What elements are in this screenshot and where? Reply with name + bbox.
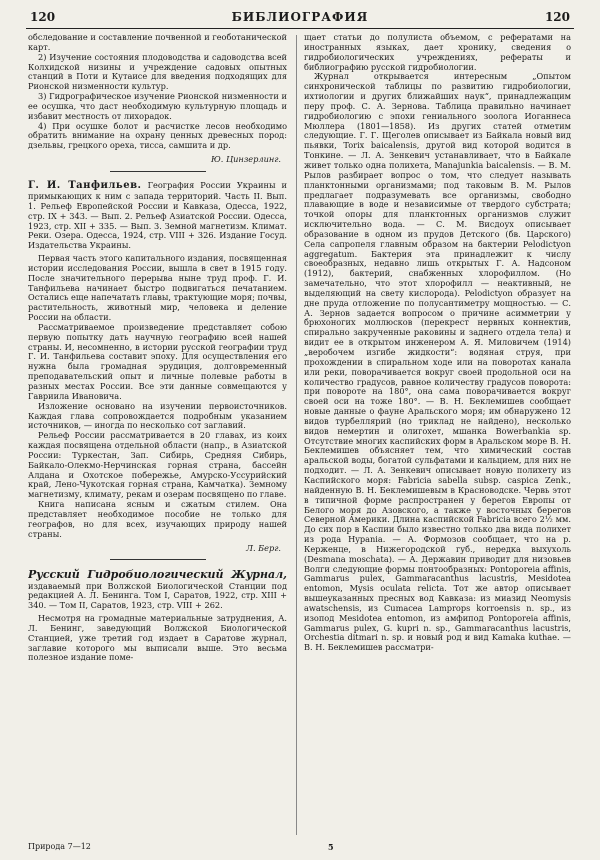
page-number-right: 120	[544, 10, 570, 24]
entry-author: Г. И. Танфильев.	[28, 179, 142, 191]
paragraph: Рельеф России рассматривается в 20 главах, из коих каждая посвящена отдельной области (напр., в Азиатской России: Туркестан, Зап. Сибирь, Средняя Сибирь, Байкало-Олекмо-Нерчинская горная страна, бассейн Алдана и Охотское побережье, Амурско-Уссурийский край, Лено-Чукотская горная страна, Камчатка). Земному магнетизму, климату, рекам и озерам посвящено по главе.	[28, 430, 287, 500]
page-header	[26, 10, 574, 30]
journal-citation: издаваемый при Волжской Биологической Станции под редакцией А. Л. Бенинга. Том I, Саратов, 1922, стр. XIII + 340. — Том II, Саратов, 1923, стр. VIII + 262.	[28, 580, 287, 611]
entry-citation: География России Украины и примыкающих к ним с запада территорий. Часть II. Вып. 1. Рельеф Европейской России и Кавказа, Одесса, 1922, стр. IX + 343. — Вып. 2. Рельеф Азиатской России. Одесса, 1923, стр. XII + 335. — Вып. 3. Земной магнетизм. Климат. Реки. Озера. Одесса, 1924, стр. VIII + 326. Издание Госуд. Издательства Украины.	[28, 179, 287, 251]
footer-signature-mark: Природа 7—12	[28, 842, 91, 851]
review-entry-heading	[28, 180, 287, 251]
separator-rule	[110, 559, 206, 560]
page-number-left: 120	[30, 10, 56, 24]
paragraph: 2) Изучение состояния плодоводства и садоводства всей Колхидской низины и учреждение садовых опытных станций в Поти и Кутаисе для введения подходящих для Рионской низменности культур.	[28, 51, 287, 92]
reviewer-signature: Л. Берг.	[246, 542, 281, 553]
column-divider	[296, 35, 297, 835]
paragraph: щает статьи до полулиста объемом, с рефератами на иностранных языках, дает хронику, сведения о гидробиологических учреждениях, рефераты и библиографию русской гидробиологии.	[304, 33, 571, 72]
section-title: БИБЛИОГРАФИЯ	[231, 10, 369, 24]
separator-rule	[110, 171, 206, 172]
paragraph: Журнал открывается интересным „Опытом синхронической таблицы по развитию гидробиологии, ихтиологии и других ближайших наук“, принадлежащим перу проф. С. А. Зернова. Таблица правильно начинает гидробиологию с эпохи гениального зоолога Иоганнеса Мюллера (1801—1858). Из других статей отметим следующие. Г. Г. Щеголев описывает из Байкала новый вид пьявки, Torix baicalensis, другой вид которой водится в Тонкине. — Л. А. Зенкевич устанавливает, что в Байкале живет только одна полихета, Manajunkia baicalensis. — В. М. Рылов разбирает вопрос о том, что следует называть планктонными организмами; под таковым В. М. Рылов предлагает подразумевать все организмы, свободно плавающие в воде и независимые от твердого субстрата; точкой опоры для планктонных организмов служит исключительно вода. — С. М. Висдоух описывает образование в одном из прудов Детского (бв. Царского) Села сапропеля главным образом на бактерии Pelodictyon aggregatum. Бактерия эта принадлежит к числу своеобразных, недавно лишь открытых Г. А. Надсоном (1912), бактерий, снабженных хлорофиллом. (Но замечательно, что этот хлорофилл — неактивный, не выделяющий на свету кислорода). Pelodictyon образует на дне пруда отложение по полусантиметру мощностью. — С. А. Зернов задается вопросом о причине асимметрии у брюхоногих моллюсков (перекрест нервных коннектив, спирально закрученные раковины и заднего отдела тела) и видит ее в открытом инженером А. Я. Миловичем (1914) „веробочем изгибе жидкости“: водяная струя, при прохождении в спиральном ходе или на поворотах канала или реки, поворачивается вокруг своей продольной оси на количество градусов, равное количеству градусов поворота: при повороте на 180°, она сама поворачивается вокруг своей оси на тоже 180°. — В. Н. Беклемишев сообщает новые данные о фауне Аральского моря; им обнаружено 12 видов турбеллярий (но триклад не найдено), несколько видов немертин и олигохет, мшанка Bowerbankia sp. Отсутствие многих каспийских форм в Аральском море В. Н. Беклемишев объясняет тем, что химический состав аральской воды, богатой сульфатами и кальцием, для них не подходит. — Л. А. Зенкевич описывает новую полихету из Каспийского моря: Fabricia sabella subsp. caspica Zenk., найденную В. Н. Беклемишевым в Красноводске. Червь этот в типичной форме распространен у берегов Европы от Белого моря до Азовского, а также у восточных берегов Северной Америки. Длина каспийской Fabricia всего 2½ мм. До сих пор в Каспии было известно только два вида полихет из рода Hypania. — А. Формозов сообщает, что на р. Керженце, в Нижегородской губ., нередка выхухоль (Desmana moschata). — А. Державин приводит для низовьев Волги следующие формы понтообразных: Pontoporeia affinis, Gammarus pulex, Gammaracanthus lacustris, Mesidotea entomon, Mysis oculata relicta. Тот же автор описывает вышеуказанных пресных вод Кавказа: из миазид Neomysis awatschensis, из Cumacea Lamprops korroensis n. sp., из изопод Mesidotea entomon, из амфипод Pontoporeia affinis, Gammarus pulex, G. kupri n. sp., Gammaracanthus lacustris, Orchestia ditmari n. sp. и новый род и вид Kamaka kuthae. — В. Н. Беклемишев рассматри-	[304, 71, 571, 653]
paragraph: 3) Гидрографическое изучение Рионской низменности и ее осушка, что даст необходимую культурную площадь и избавит местность от лихорадок.	[28, 91, 287, 121]
left-column	[28, 33, 287, 838]
paragraph: Книга написана ясным и сжатым стилем. Она представляет необходимое пособие не только для географов, но для всех, изучающих природу нашей страны.	[28, 499, 287, 539]
journal-title: Русский Гидробиологический Журнал,	[28, 568, 287, 582]
right-column	[304, 33, 571, 838]
paragraph: 4) При осушке болот и расчистке лесов необходимо обратить внимание на охрану ценных древесных пород: дзельвы, грецкого ореха, тисса, самшита и др.	[28, 120, 287, 151]
paragraph: Первая часть этого капитального издания, посвященная истории исследования России, вышла в свет в 1915 году. После значительного перерыва ныне труд проф. Г. И. Танфильева начинает быстро подвигаться печатанием. Остались еще напечатать главы, трактующие моря; почвы, растительность, животный мир, человека и деление России на области.	[28, 253, 287, 323]
journal-entry-heading	[28, 568, 287, 611]
footer-sheet-number: 5	[328, 842, 334, 852]
paragraph: Рассматриваемое произведение представляет собою первую попытку дать научную географию всей нашей страны. И, несомненно, в истории русской географии труд Г. И. Танфильева составит эпоху. Для осуществления его нужна была громадная эрудиция, долговременный преподавательский опыт и личные полевые работы в разных местах России. Все эти данные совмещаются у Гавриила Ивановича.	[28, 321, 287, 401]
header-rule	[26, 28, 574, 29]
paragraph: обследование и составление почвенной и геоботанической карт.	[28, 33, 287, 52]
paragraph: Несмотря на громадные материальные затруднения, А. Л. Бенинг, заведующий Волжской Биологической Станцией, уже третий год издает в Саратове журнал, заглавие которого мы выписали выше. Это весьма полезное издание поме-	[28, 613, 287, 663]
paragraph: Изложение основано на изучении первоисточников. Каждая глава сопровождается подробным указанием источников, — иногда по несколько сот заглавий.	[28, 400, 287, 431]
reviewer-signature: Ю. Цинзерлинг.	[211, 154, 281, 165]
